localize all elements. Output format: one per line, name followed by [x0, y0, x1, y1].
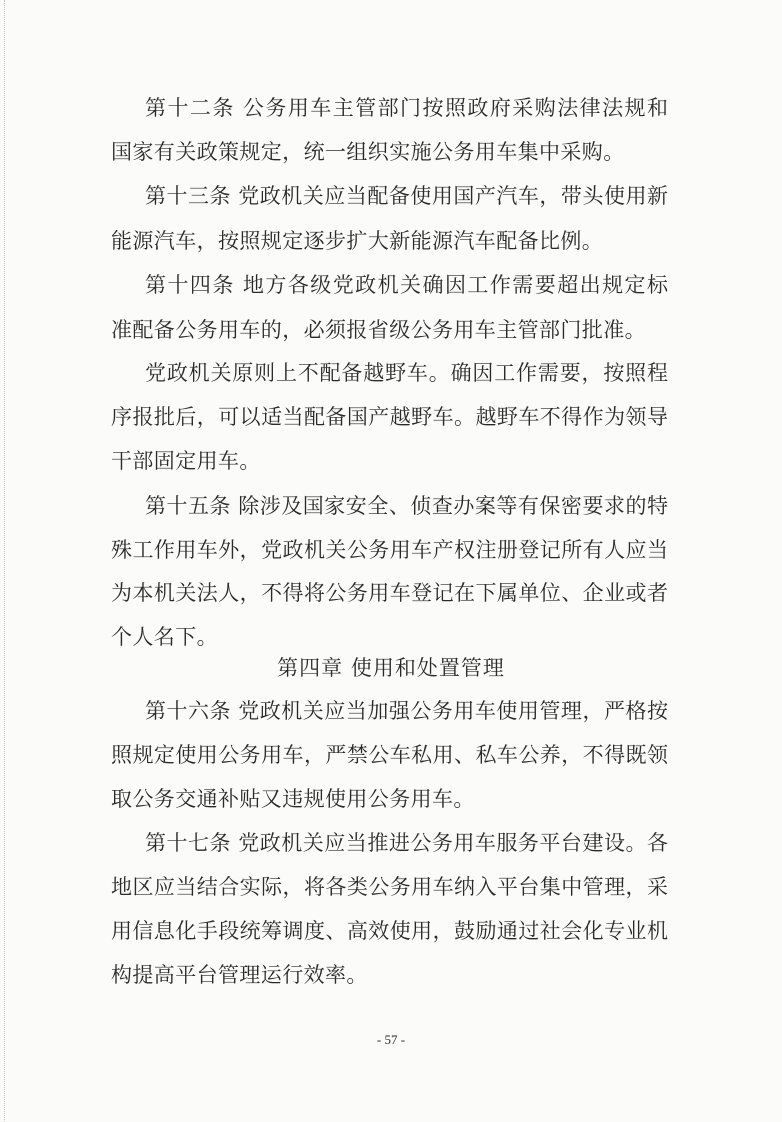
text-line: 干部固定用车。: [111, 449, 261, 473]
text-line: 国家有关政策规定，统一组织实施公务用车集中采购。: [111, 140, 625, 164]
text-line: 党政机关原则上不配备越野车。确因工作需要，按照程: [145, 361, 668, 385]
text-line: 第十七条 党政机关应当推进公务用车服务平台建设。各: [145, 831, 668, 855]
text-line: 序报批后，可以适当配备国产越野车。越野车不得作为领导: [111, 405, 668, 429]
text-line: 为本机关法人，不得将公务用车登记在下属单位、企业或者: [111, 581, 668, 605]
page-number: - 57 -: [376, 1032, 406, 1047]
text-line: 第十四条 地方各级党政机关确因工作需要超出规定标: [145, 273, 668, 297]
text-line: 照规定使用公务用车，严禁公车私用、私车公养，不得既领: [111, 743, 668, 767]
text-line: 殊工作用车外，党政机关公务用车产权注册登记所有人应当: [111, 538, 668, 562]
text-line: 用信息化手段统筹调度、高效使用，鼓励通过社会化专业机: [111, 919, 668, 943]
text-line: 第十六条 党政机关应当加强公务用车使用管理，严格按: [145, 699, 668, 723]
text-line: 第十三条 党政机关应当配备使用国产汽车，带头使用新: [145, 184, 668, 208]
chapter-heading: 第四章 使用和处置管理: [277, 656, 505, 680]
text-line: 地区应当结合实际，将各类公务用车纳入平台集中管理，采: [111, 875, 668, 899]
text-line: 能源汽车，按照规定逐步扩大新能源汽车配备比例。: [111, 229, 604, 253]
scan-edge: [4, 0, 6, 1122]
text-line: 取公务交通补贴又违规使用公务用车。: [111, 787, 475, 811]
text-line: 准配备公务用车的，必须报省级公务用车主管部门批准。: [111, 318, 646, 342]
text-line: 第十五条 除涉及国家安全、侦查办案等有保密要求的特: [145, 494, 668, 518]
text-line: 个人名下。: [111, 625, 218, 649]
text-line: 构提高平台管理运行效率。: [111, 963, 368, 987]
text-line: 第十二条 公务用车主管部门按照政府采购法律法规和: [145, 96, 668, 120]
